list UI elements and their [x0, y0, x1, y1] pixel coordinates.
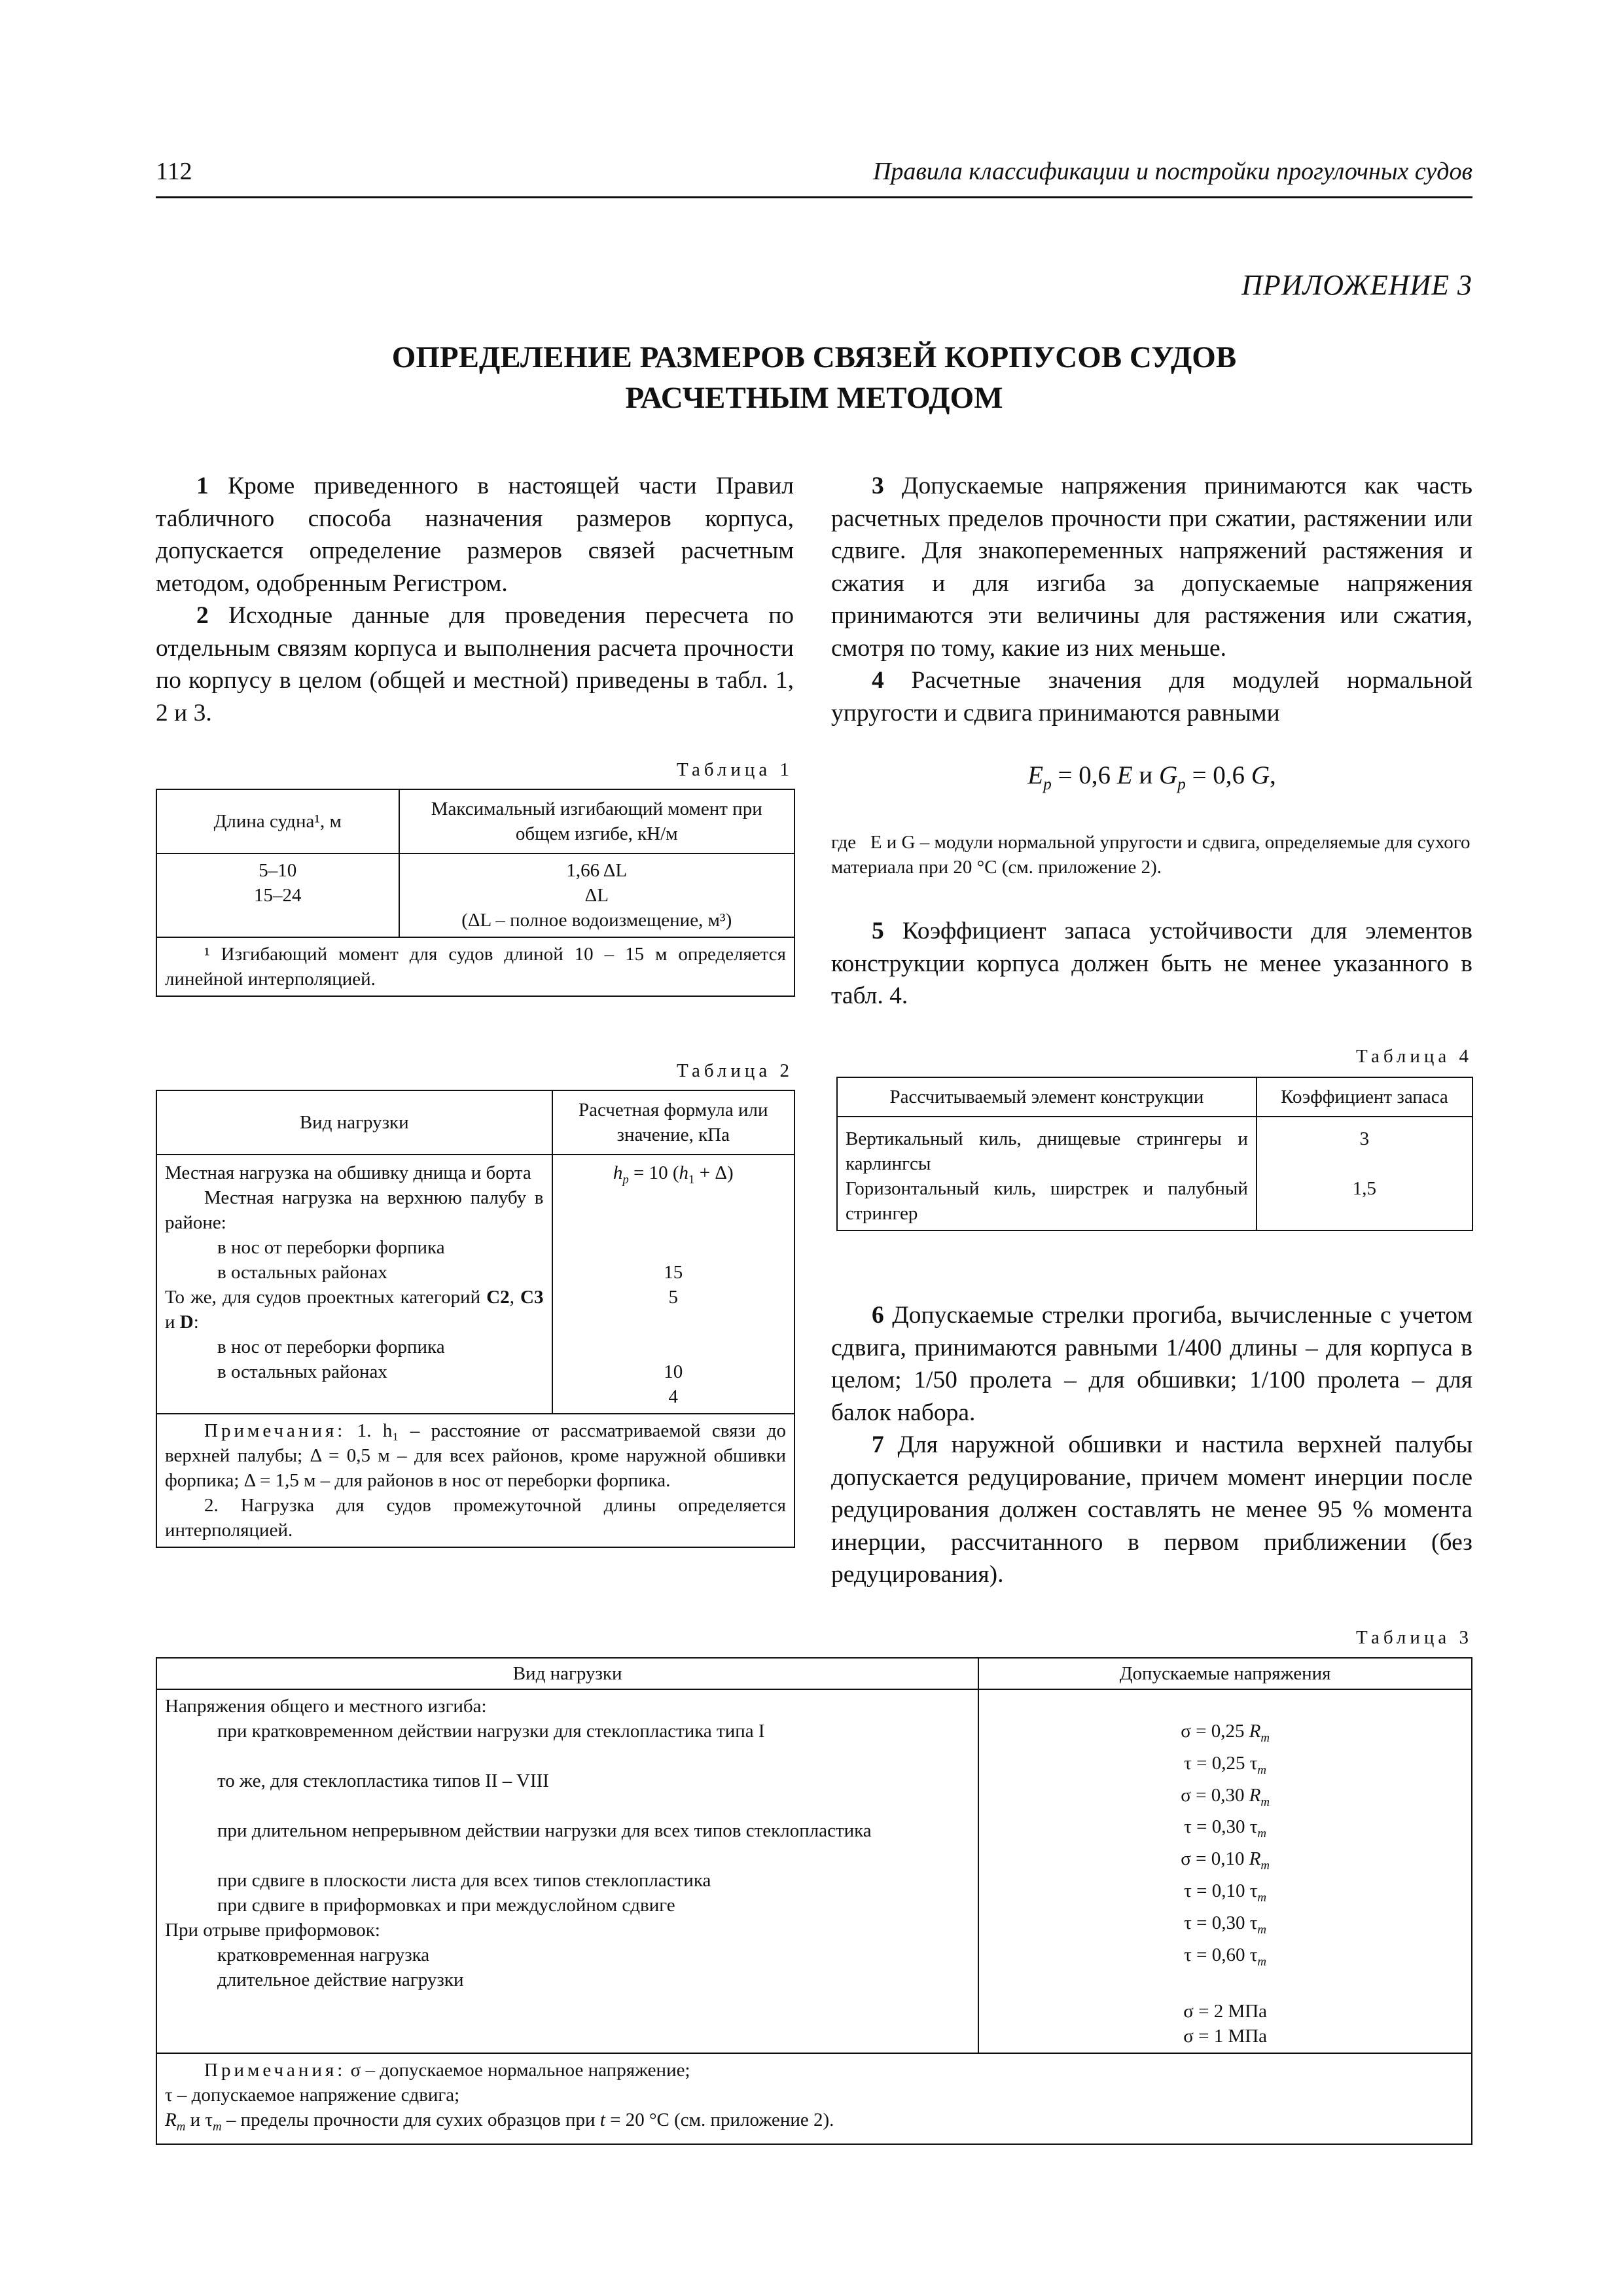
table2-row-6-value: 10: [664, 1361, 683, 1382]
table3-values: [978, 1689, 1472, 2053]
table1-caption: Таблица 1: [676, 759, 793, 780]
table2-labels: [156, 1155, 552, 1414]
paragraph-1: [156, 470, 794, 600]
table3-row-9-label: длительное действие нагрузки: [217, 1969, 464, 1990]
running-title: Правила классификации и постройки прогулочных судов: [872, 158, 1472, 185]
table2-values: [552, 1155, 795, 1414]
table3-row-5-value: τ = 0,30 $\tau_m$: [1184, 1912, 1267, 1937]
table3-note-1: Примечания: σ – допускаемое нормальное напряжение;: [204, 2060, 690, 2081]
table1-head-length: Длина судна¹, м: [156, 789, 399, 853]
table2-row-3-value: 15: [664, 1262, 683, 1283]
paragraph-7: [831, 1429, 1472, 1591]
table2-row-1-value: $h_p = 10$ $(h_1 + \Delta)$: [613, 1162, 734, 1187]
where-text: E и G – модули нормальной упругости и сдвига, определяемые для сухого материала при 20 °С (см. приложение 2).: [831, 832, 1471, 878]
table3-row-6-label: при сдвиге в приформовках и при междуслойном сдвиге: [217, 1895, 675, 1916]
table3-row-8-label: кратковременная нагрузка: [217, 1945, 430, 1965]
right-column-p6-p7: [831, 1299, 1472, 1591]
page-number: 112: [156, 158, 192, 185]
paragraph-1-number: 1: [196, 473, 209, 499]
paragraph-2-text: Исходные данные для проведения пересчета по отдельным связям корпуса и выполнения расчета прочности по корпусу в целом (общей и местной) приведены в табл. 1, 2 и 3.: [156, 602, 794, 726]
table3-caption: Таблица 3: [1355, 1627, 1472, 1648]
table2-row-5-value: [561, 1310, 787, 1359]
right-column: [831, 470, 1472, 729]
paragraph-3: [831, 470, 1472, 664]
table-4: [836, 1077, 1473, 1231]
header-rule: [156, 196, 1472, 198]
paragraph-4-text: Расчетные значения для модулей нормальной упругости и сдвига принимаются равными: [831, 667, 1473, 726]
table3-row-3-value-1: σ = 0,30 $R_m$: [1181, 1784, 1270, 1809]
table4-row-2-label: Горизонтальный киль, ширстрек и палубный стрингер: [846, 1178, 1248, 1224]
table-2: [156, 1090, 795, 1548]
where-label: где: [831, 832, 857, 853]
table3-row-6-value: τ = 0,60 $\tau_m$: [1184, 1944, 1267, 1969]
table2-note-1: Примечания: 1. h₁ – расстояние от рассматриваемой связи до верхней палубы; Δ = 0,5 м – для всех районов, кроме наружной обшивки форпика; Δ = 1,5 м – для районов в нос от переборки форпика.: [165, 1420, 787, 1491]
paragraph-6-text: Допускаемые стрелки прогиба, вычисленные с учетом сдвига, принимаются равными 1/400 длины – для корпуса в целом; 1/50 пролета – для обшивки; 1/100 пролета – для балок набора.: [831, 1302, 1473, 1426]
table1-length-2: 15–24: [254, 885, 302, 906]
table2-note-label: Примечания:: [204, 1420, 346, 1441]
table-1: [156, 789, 795, 997]
paragraph-2-number: 2: [196, 602, 209, 629]
table2-row-4-value: 5: [668, 1287, 678, 1308]
paragraph-4-number: 4: [872, 667, 884, 694]
table4-head-coeff: Коэффициент запаса: [1257, 1077, 1472, 1117]
document-title: [156, 337, 1472, 418]
table2-row-5-label: То же, для судов проектных категорий C2, C3 и D:: [165, 1287, 544, 1333]
table4-caption: Таблица 4: [1355, 1046, 1472, 1067]
table3-row-1-value: [987, 1694, 1463, 1719]
paragraph-7-number: 7: [872, 1431, 884, 1458]
table1-moment-note: (ΔL – полное водоизмещение, м³): [461, 910, 732, 931]
table-3: [156, 1657, 1472, 2145]
left-column: [156, 470, 794, 729]
table1-length-1: 5–10: [259, 860, 297, 881]
table3-row-2-value-2: τ = 0,25 $\tau_m$: [1184, 1752, 1267, 1777]
table3-note-3: $R_m$ и $\tau_m$ – пределы прочности для сухих образцов при t = 20 °С (см. приложение 2).: [165, 2109, 834, 2134]
table4-row-1-label: Вертикальный киль, днищевые стрингеры и карлингсы: [846, 1128, 1248, 1174]
paragraph-1-text: Кроме приведенного в настоящей части Правил табличного способа назначения размеров корпуса, допускается определение размеров связей расчетным методом, одобренным Регистром.: [156, 473, 794, 597]
title-line-1: ОПРЕДЕЛЕНИЕ РАЗМЕРОВ СВЯЗЕЙ КОРПУСОВ СУДОВ: [391, 340, 1237, 374]
paragraph-3-text: Допускаемые напряжения принимаются как часть расчетных пределов прочности при сжатии, растяжении или сдвиге. Для знакопеременных напряжений растяжения и сжатия и для изгиба за допускаемые напряжения принимаются эти величины для растяжения или сжатия, смотря по тому, какие из них меньше.: [831, 473, 1473, 662]
table3-row-9-value: σ = 1 МПа: [1183, 2026, 1268, 2047]
paragraph-6-number: 6: [872, 1302, 884, 1329]
table3-head-load: Вид нагрузки: [156, 1658, 978, 1689]
table2-caption: Таблица 2: [676, 1060, 793, 1081]
table4-labels: [837, 1117, 1257, 1230]
table2-head-load: Вид нагрузки: [156, 1090, 552, 1155]
table3-row-3-label: то же, для стеклопластика типов II – VIII: [217, 1770, 549, 1791]
table3-row-8-value: σ = 2 МПа: [1183, 2001, 1268, 2022]
paragraph-5-text: Коэффициент запаса устойчивости для элементов конструкции корпуса должен быть не менее указанного в табл. 4.: [831, 918, 1473, 1009]
table2-row-7-label: в остальных районах: [217, 1361, 387, 1382]
table3-note-2: τ – допускаемое напряжение сдвига;: [165, 2085, 460, 2106]
table3-row-2-value-1: σ = 0,25 $R_m$: [1181, 1721, 1270, 1745]
table2-note-2: 2. Нагрузка для судов промежуточной длины определяется интерполяцией.: [165, 1495, 786, 1541]
table2-notes: [156, 1414, 794, 1547]
paragraph-6: [831, 1299, 1472, 1429]
table3-labels: [156, 1689, 978, 2053]
formula-where: [831, 830, 1472, 880]
paragraph-5: [831, 915, 1472, 1013]
table3-row-7-label: При отрыве приформовок:: [165, 1920, 380, 1941]
paragraph-4: [831, 664, 1472, 729]
table3-row-3-value-2: τ = 0,30 $\tau_m$: [1184, 1816, 1267, 1841]
paragraph-5-number: 5: [872, 918, 884, 944]
table4-row-2-value: 1,5: [1352, 1178, 1377, 1199]
table3-row-7-value: [987, 1974, 1463, 1999]
title-line-2: РАСЧЕТНЫМ МЕТОДОМ: [625, 381, 1003, 415]
table1-moment-1: 1,66 ΔL: [566, 860, 628, 881]
table3-notes: [156, 2053, 1472, 2144]
table3-row-1-label: Напряжения общего и местного изгиба:: [165, 1696, 487, 1717]
table1-footnote: ¹ Изгибающий момент для судов длиной 10 – 15 м определяется линейной интерполяцией.: [156, 937, 794, 996]
paragraph-2: [156, 600, 794, 729]
table2-row-6-label: в нос от переборки форпика: [217, 1336, 445, 1357]
table1-cell-moments: [399, 853, 795, 937]
table2-row-7-value: 4: [668, 1386, 678, 1407]
right-column-p5: [831, 915, 1472, 1013]
table1-head-moment: Максимальный изгибающий момент при общем изгибе, кН/м: [399, 789, 795, 853]
table3-row-5-label: при сдвиге в плоскости листа для всех типов стеклопластика: [217, 1870, 711, 1891]
table4-values: [1257, 1117, 1472, 1230]
table2-row-2-label: Местная нагрузка на верхнюю палубу в районе:: [165, 1187, 544, 1233]
table1-cell-lengths: [156, 853, 399, 937]
table2-row-1-label: Местная нагрузка на обшивку днища и борта: [165, 1162, 531, 1183]
table3-row-4-label: при длительном непрерывном действии нагрузки для всех типов стеклопластика: [217, 1820, 872, 1841]
table2-row-4-label: в остальных районах: [217, 1262, 387, 1283]
paragraph-7-text: Для наружной обшивки и настила верхней палубы допускается редуцирование, причем момент инерции после редуцирования должен составлять не менее 95 % момента инерции, рассчитанного в первом приближении (без редуцирования).: [831, 1431, 1472, 1588]
table3-head-stress: Допускаемые напряжения: [978, 1658, 1472, 1689]
table2-head-formula: Расчетная формула или значение, кПа: [552, 1090, 795, 1155]
table3-note-label: Примечания:: [204, 2060, 346, 2081]
table2-row-3-label: в нос от переборки форпика: [217, 1237, 445, 1258]
table3-row-2-label: при кратковременном действии нагрузки для стеклопластика типа I: [217, 1721, 765, 1742]
appendix-label: ПРИЛОЖЕНИЕ 3: [1241, 269, 1472, 301]
table3-row-4-value-2: τ = 0,10 $\tau_m$: [1184, 1880, 1267, 1905]
table3-row-4-value-1: σ = 0,10 $R_m$: [1181, 1848, 1270, 1873]
formula: $E_p = 0,6$ E и $G_p = 0,6$ G,: [1027, 761, 1276, 793]
table4-row-1-value: 3: [1359, 1128, 1370, 1149]
table4-head-element: Рассчитываемый элемент конструкции: [837, 1077, 1257, 1117]
paragraph-3-number: 3: [872, 473, 884, 499]
table1-moment-2: ΔL: [584, 885, 609, 906]
table2-row-2-value: [561, 1210, 787, 1260]
